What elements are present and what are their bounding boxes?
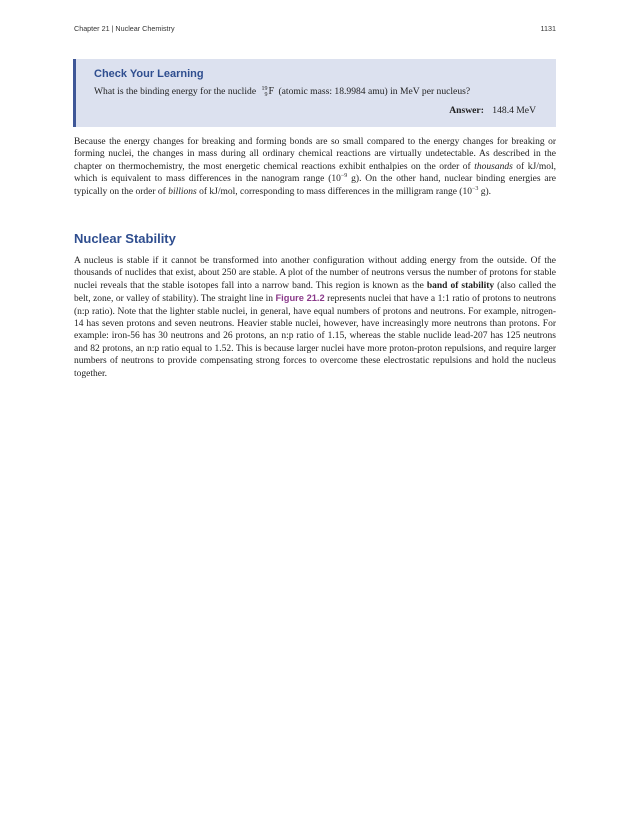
text-run: represents nuclei that have a 1:1 ratio of protons to neutrons (n:p ratio). Note that the lighter stable nuclei, in general, have equal numbers of protons and neutrons. For example, nitrogen-14 has seven protons and seven neutrons. Heavier stable nuclei, however, have increasingly more neutrons than protons. For example: iron-56 has 30 neutrons and 26 protons, an n:p ratio of 1.15, whereas the stable nuclide lead-207 has 125 neutrons and 82 protons, an n:p ratio equal to 1.52. This is because larger nuclei have more proton-proton repulsions, and require larger numbers of neutrons to provide compensating strong forces to overcome these electrostatic repulsions and hold the nucleus together. [74,294,556,379]
callout-title: Check Your Learning [94,68,204,80]
question-text-after: (atomic mass: 18.9984 amu) in MeV per nucleus? [278,86,471,98]
chapter-title: Chapter 21 | Nuclear Chemistry [74,24,175,33]
element-symbol: F [268,86,275,97]
superscript: −3 [471,185,479,192]
text-run: (also called the belt, zone, or valley of stability). The straight line in [74,280,556,305]
term-band-of-stability: band of stability [426,280,495,291]
text-run: g). On the other hand, nuclear binding energies are typically on the order of [74,174,556,197]
check-your-learning-box [73,59,556,127]
page-number: 1131 [540,24,556,33]
superscript: −9 [340,173,348,180]
nuclide-symbol [261,85,274,99]
text-run: Because the energy changes for breaking and forming bonds are so small compared to the energy changes for breaking or forming nuclei, the changes in mass during all ordinary chemical reactions are virtually undetectable. As described in the chapter on thermochemistry, the most energetic chemical reactions exhibit enthalpies on the order of [74,137,556,172]
text-run: g). [478,186,492,197]
paragraph-nuclear-stability [74,255,556,380]
callout-answer [94,105,538,116]
text-run: A nucleus is stable if it cannot be transformed into another configuration without adding energy from the outside. Of the thousands of nuclides that exist, about 250 are stable. A plot of the number of neutrons versus the number of protons for stable nuclei reveals that the stable isotopes fall into a narrow band. This region is known as the [74,256,556,291]
text-run: of kJ/mol, corresponding to mass differences in the milligram range (10 [196,186,472,197]
page-header [74,24,556,33]
answer-value: 148.4 MeV [492,105,536,117]
emphasis-thousands: thousands [474,161,513,172]
text-run: of kJ/mol, which is equivalent to mass differences in the nanogram range (10 [74,161,556,185]
question-text-before: What is the binding energy for the nuclide [94,86,257,98]
figure-link[interactable]: Figure 21.2 [275,293,325,304]
atomic-number: 9 [264,92,268,98]
section-heading: Nuclear Stability [74,231,176,246]
paragraph-energy-changes [74,136,556,198]
answer-label: Answer: [449,105,484,117]
callout-question [94,85,538,99]
mass-number: 19 [261,86,268,92]
emphasis-billions: billions [168,186,197,197]
